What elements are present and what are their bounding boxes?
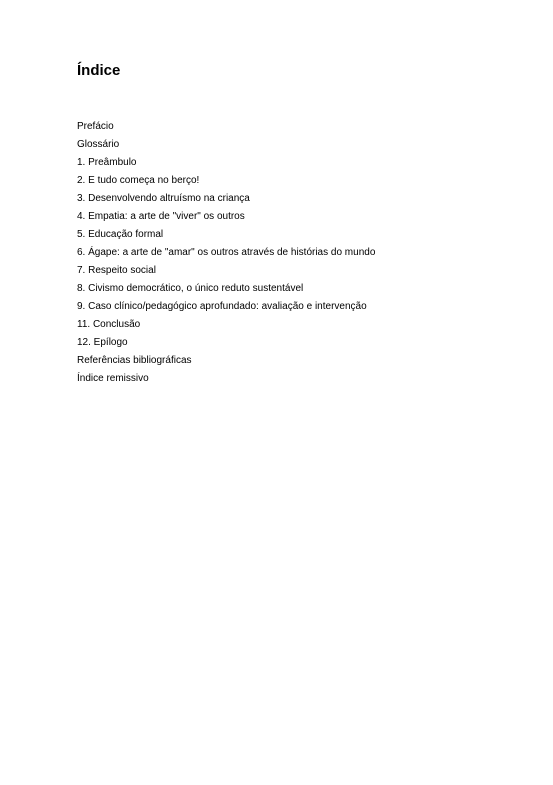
table-of-contents <box>77 118 375 388</box>
toc-item: Prefácio <box>77 121 114 132</box>
toc-item: Referências bibliográficas <box>77 355 192 366</box>
toc-item: 3. Desenvolvendo altruísmo na criança <box>77 193 250 204</box>
toc-item: 8. Civismo democrático, o único reduto sustentável <box>77 283 304 294</box>
toc-item: 11. Conclusão <box>77 319 141 330</box>
toc-item: 5. Educação formal <box>77 229 164 240</box>
toc-item: Índice remissivo <box>77 373 149 384</box>
page-title: Índice <box>77 62 121 79</box>
toc-item: Glossário <box>77 139 120 150</box>
toc-item: 2. E tudo começa no berço! <box>77 175 200 186</box>
toc-item: 9. Caso clínico/pedagógico aprofundado: avaliação e intervenção <box>77 301 367 312</box>
toc-item: 1. Preâmbulo <box>77 157 137 168</box>
toc-item: 6. Ágape: a arte de "amar" os outros através de histórias do mundo <box>77 247 376 258</box>
toc-item: 12. Epílogo <box>77 337 128 348</box>
toc-item: 4. Empatia: a arte de "viver" os outros <box>77 211 245 222</box>
toc-item: 7. Respeito social <box>77 265 156 276</box>
